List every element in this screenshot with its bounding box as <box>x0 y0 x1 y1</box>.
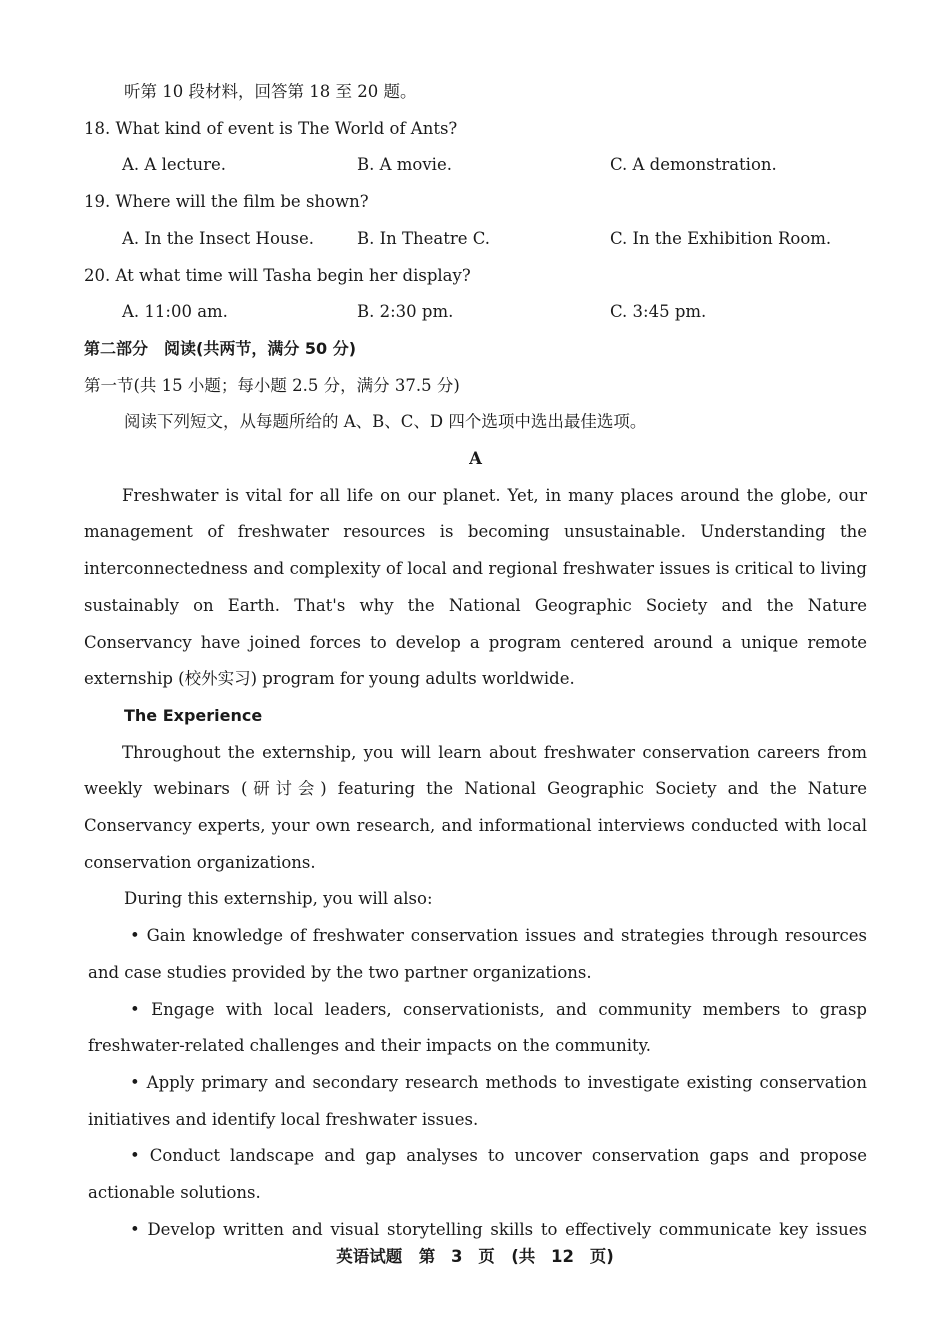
listening-instruction: 听第 10 段材料，回答第 18 至 20 题。 <box>124 82 417 101</box>
exam-page <box>84 74 867 1249</box>
bullet-item: • Develop written and visual storytelling skills to effectively communicate key issues <box>130 1219 867 1239</box>
option-a: A. In the Insect House. <box>122 228 314 248</box>
option-c: C. A demonstration. <box>610 155 777 175</box>
paragraph-2: Throughout the externship, you will learn about freshwater conservation careers from weekly webinars (研讨会) featuring the National Geographic Society and the Nature Conservancy experts, your own research, and informational interviews conducted with local conservation organizations. <box>84 742 867 872</box>
paragraph-3: During this externship, you will also: <box>124 889 433 909</box>
paragraph-1: Freshwater is vital for all life on our planet. Yet, in many places around the globe, our management of freshwater resources is becoming unsustainable. Understanding the interconnectedness and complexity of local and regional freshwater issues is critical to living sustainably on Earth. That's why the National Geographic Society and the Nature Conservancy have joined forces to develop a program centered around a unique remote externship (校外实习) program for young adults worldwide. <box>84 485 867 689</box>
part-title: 第二部分 阅读(共两节，满分 50 分) <box>84 338 357 358</box>
bullet-item: • Gain knowledge of freshwater conservation issues and strategies through resources and case studies provided by the two partner organizations. <box>88 926 867 982</box>
option-b: B. 2:30 pm. <box>357 302 454 322</box>
reading-instruction: 阅读下列短文，从每题所给的 A、B、C、D 四个选项中选出最佳选项。 <box>124 412 647 432</box>
option-a: A. A lecture. <box>122 155 227 175</box>
question-19: 19. Where will the film be shown? <box>84 192 369 212</box>
question-18: 18. What kind of event is The World of Ants? <box>84 118 458 138</box>
question-19-options <box>84 221 867 258</box>
option-b: B. A movie. <box>357 155 452 175</box>
bullet-item: • Apply primary and secondary research methods to investigate existing conservation initiatives and identify local freshwater issues. <box>88 1072 867 1129</box>
option-a: A. 11:00 am. <box>122 302 228 322</box>
bullet-item: • Conduct landscape and gap analyses to uncover conservation gaps and propose actionable solutions. <box>88 1146 867 1203</box>
option-c: C. In the Exhibition Room. <box>610 228 832 248</box>
question-20: 20. At what time will Tasha begin her display? <box>84 265 471 285</box>
section-title: 第一节(共 15 小题；每小题 2.5 分，满分 37.5 分) <box>84 375 460 395</box>
bullet-item: • Engage with local leaders, conservationists, and community members to grasp freshwater-related challenges and their impacts on the community. <box>88 999 867 1056</box>
question-18-options <box>84 147 867 184</box>
section-heading: The Experience <box>124 705 263 725</box>
passage-label: A <box>469 449 482 469</box>
option-b: B. In Theatre C. <box>357 228 491 248</box>
question-20-options <box>84 294 867 331</box>
option-c: C. 3:45 pm. <box>610 302 707 322</box>
page-footer: 英语试题 第 3 页 (共 12 页) <box>336 1247 614 1266</box>
